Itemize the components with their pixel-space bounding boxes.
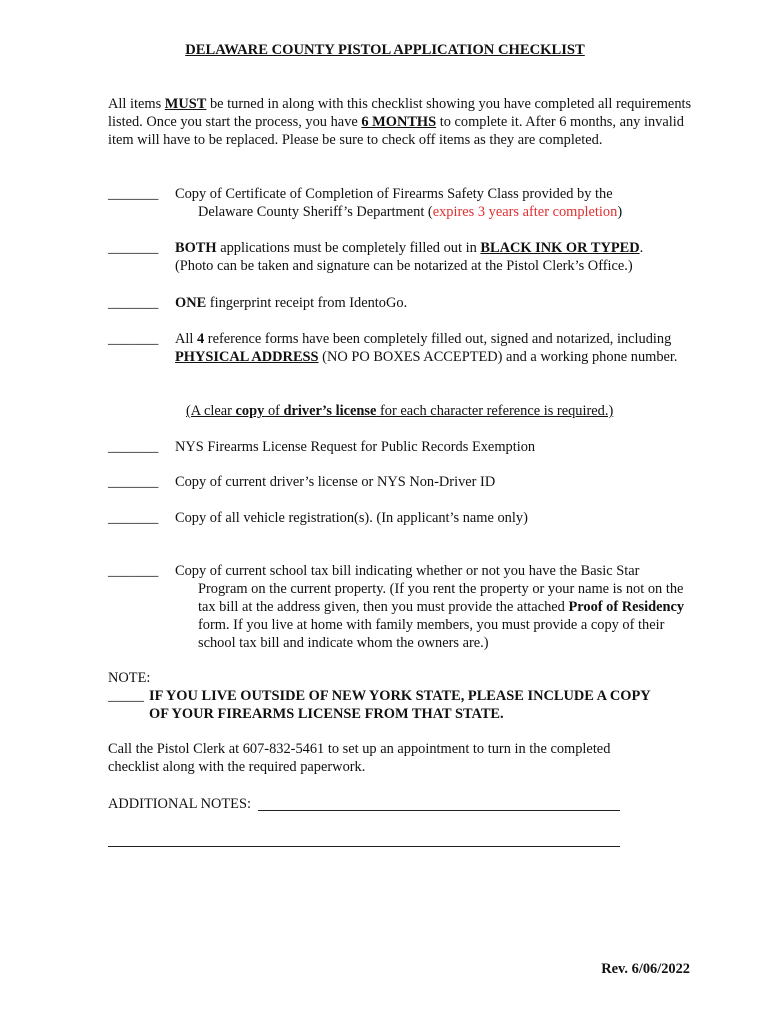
revision-date: Rev. 6/06/2022: [601, 961, 690, 977]
expires-note: expires 3 years after completion: [432, 204, 618, 220]
item-text-part: ): [617, 204, 623, 220]
checkbox-blank-fingerprint[interactable]: _______: [108, 295, 159, 311]
item-text: Copy of Certificate of Completion of Firearms Safety Class provided by the: [175, 186, 613, 202]
item-references: [175, 330, 680, 366]
checkbox-blank-vehicle-registration[interactable]: _______: [108, 510, 159, 526]
item-fingerprint: [175, 294, 695, 312]
note-text-part: (A clear: [186, 403, 236, 419]
item-applications: [175, 239, 695, 275]
intro-text: be turned in along with this checklist showing you have completed all requirements listed. Once you start the process, you have: [108, 96, 692, 130]
copy-emphasis: copy: [235, 403, 265, 419]
one-emphasis: ONE: [175, 295, 207, 311]
drivers-license-emphasis: driver’s license: [283, 403, 377, 419]
item-text: [175, 580, 695, 652]
checkbox-blank-nys-exemption[interactable]: _______: [108, 439, 159, 455]
both-emphasis: BOTH: [175, 240, 217, 256]
item-text-part: Delaware County Sheriff’s Department (: [198, 204, 433, 220]
item-text-part: All: [175, 331, 197, 347]
item-nys-exemption: NYS Firearms License Request for Public Records Exemption: [175, 439, 536, 455]
out-of-state-note: [149, 687, 651, 723]
additional-notes-line-1[interactable]: [258, 810, 620, 811]
item-text-part: fingerprint receipt from IdentoGo.: [206, 295, 408, 311]
note-text: IF YOU LIVE OUTSIDE OF NEW YORK STATE, PLEASE INCLUDE A COPY: [149, 688, 651, 704]
item-drivers-license: Copy of current driver’s license or NYS Non-Driver ID: [175, 474, 496, 490]
physical-address-emphasis: PHYSICAL ADDRESS: [175, 349, 319, 365]
checkbox-blank-references[interactable]: _______: [108, 331, 159, 347]
checkbox-blank-out-of-state[interactable]: _____: [108, 688, 144, 704]
black-ink-emphasis: BLACK INK OR TYPED: [480, 240, 640, 256]
item-vehicle-registration: Copy of all vehicle registration(s). (In applicant’s name only): [175, 510, 528, 526]
additional-notes-line-2[interactable]: [108, 846, 620, 847]
additional-notes-label: ADDITIONAL NOTES:: [108, 796, 251, 812]
note-text: OF YOUR FIREARMS LICENSE FROM THAT STATE.: [149, 706, 504, 722]
item-text-part: (NO PO BOXES ACCEPTED) and a working phone number.: [318, 349, 678, 365]
note-label: NOTE:: [108, 670, 151, 686]
note-text-part: of: [264, 403, 284, 419]
item-school-tax: [175, 562, 695, 652]
item-text: [175, 203, 695, 221]
note-text-part: for each character reference is required.): [376, 403, 614, 419]
checkbox-blank-drivers-license[interactable]: _______: [108, 474, 159, 490]
item-text-part: Program on the current property. (If you rent the property or your name is not on the tax bill at the address given, then you must provide the attached: [198, 581, 684, 615]
four-emphasis: 4: [197, 331, 205, 347]
item-text: (Photo can be taken and signature can be notarized at the Pistol Clerk’s Office.): [175, 258, 633, 274]
item-safety-class: [175, 185, 695, 221]
checkbox-blank-school-tax[interactable]: _______: [108, 563, 159, 579]
six-months-emphasis: 6 MONTHS: [361, 114, 437, 130]
intro-text: to complete it. After 6 months, any invalid item will have to be replaced. Please be sure to check off items as they are completed.: [108, 114, 684, 148]
license-requirement-note: [186, 402, 613, 420]
item-text: Copy of current school tax bill indicating whether or not you have the Basic Star: [175, 563, 640, 579]
checkbox-blank-applications[interactable]: _______: [108, 240, 159, 256]
item-text-part: applications must be completely filled out in: [216, 240, 481, 256]
item-text-part: form. If you live at home with family members, you must provide a copy of their school tax bill and indicate whom the owners are.): [198, 617, 665, 651]
must-emphasis: MUST: [164, 96, 207, 112]
intro-paragraph: [108, 95, 693, 149]
call-instructions: Call the Pistol Clerk at 607-832-5461 to set up an appointment to turn in the completed checklist along with the required paperwork.: [108, 741, 611, 775]
item-text: [175, 239, 695, 257]
page-title: DELAWARE COUNTY PISTOL APPLICATION CHECKLIST: [185, 42, 585, 58]
item-text-part: .: [639, 240, 644, 256]
checkbox-blank-safety-class[interactable]: _______: [108, 186, 159, 202]
item-text-part: reference forms have been completely filled out, signed and notarized, including: [204, 331, 672, 347]
intro-text: All items: [108, 96, 165, 112]
proof-of-residency-emphasis: Proof of Residency: [568, 599, 685, 615]
